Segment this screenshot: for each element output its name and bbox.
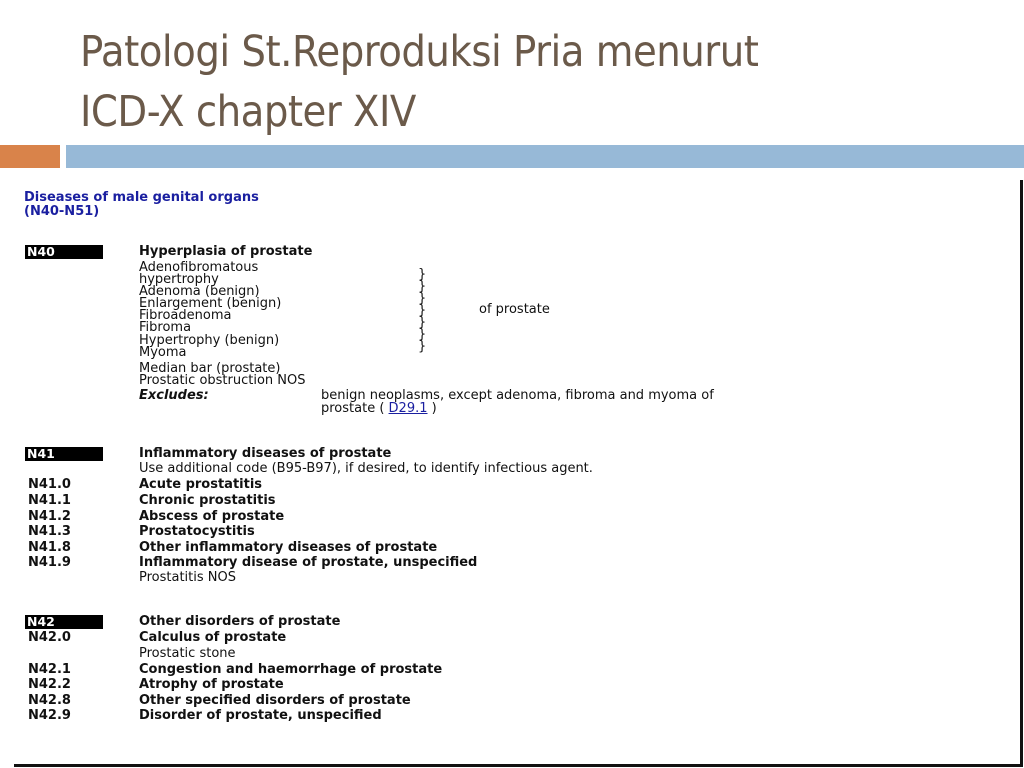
n40-title: Hyperplasia of prostate <box>139 244 313 259</box>
brace-mark: } <box>418 339 427 354</box>
n41-row-code: N41.2 <box>28 509 71 524</box>
n40-item: Hypertrophy (benign) <box>139 333 280 348</box>
n40-item: Fibroma <box>139 320 192 335</box>
brace-mark: } <box>418 291 427 306</box>
n41-row-code: N41.3 <box>28 524 71 539</box>
n40-extra: Median bar (prostate) <box>139 361 281 376</box>
excludes-text: benign neoplasms, except adenoma, fibroma and myoma of <box>321 388 714 403</box>
excludes-text-pre: prostate ( <box>321 401 385 416</box>
n40-item: Myoma <box>139 345 187 360</box>
n40-item: hypertrophy <box>139 272 219 287</box>
excludes-label: Excludes: <box>139 388 209 403</box>
brace-mark: } <box>418 279 427 294</box>
brace-mark: } <box>418 303 427 318</box>
n41-row-label: Prostatocystitis <box>139 524 255 539</box>
slide-title <box>80 22 1000 142</box>
n42-row-code: N42.2 <box>28 677 71 692</box>
n42-row-label: Atrophy of prostate <box>139 677 284 692</box>
n41-row-label: Chronic prostatitis <box>139 493 276 508</box>
n41-row-code: N41.9 <box>28 555 71 570</box>
n40-item: Adenoma (benign) <box>139 284 260 299</box>
n41-title: Inflammatory diseases of prostate <box>139 446 392 461</box>
brace-mark: } <box>418 327 427 342</box>
n42-sub-note: Prostatic stone <box>139 646 236 661</box>
n42-row-label: Congestion and haemorrhage of prostate <box>139 662 443 677</box>
code-badge-n41: N41 <box>25 447 103 461</box>
n41-sub-note: Prostatitis NOS <box>139 570 236 585</box>
chapter-title: Diseases of male genital organs <box>24 190 259 205</box>
code-badge-n40: N40 <box>25 245 103 259</box>
n41-row-label: Inflammatory disease of prostate, unspecified <box>139 555 478 570</box>
accent-bar-blue <box>66 145 1024 168</box>
n41-row-code: N41.0 <box>28 477 71 492</box>
n41-row-code: N41.8 <box>28 540 71 555</box>
n41-note: Use additional code (B95-B97), if desired, to identify infectious agent. <box>139 461 593 476</box>
n40-item: Enlargement (benign) <box>139 296 282 311</box>
brace-mark: } <box>418 267 427 282</box>
slide-title-line1: Patologi St.Reproduksi Pria menurut <box>80 27 759 77</box>
n41-row-label: Acute prostatitis <box>139 477 263 492</box>
n42-row-code: N42.1 <box>28 662 71 677</box>
accent-bar-orange <box>0 145 60 168</box>
n42-row-label: Calculus of prostate <box>139 630 287 645</box>
n42-title: Other disorders of prostate <box>139 614 341 629</box>
n40-item: Adenofibromatous <box>139 260 259 275</box>
code-badge-n42: N42 <box>25 615 103 629</box>
excludes-text-line2 <box>321 402 437 416</box>
n41-row-label: Other inflammatory diseases of prostate <box>139 540 438 555</box>
excludes-link-d29[interactable]: D29.1 <box>388 401 428 416</box>
n40-extra: Prostatic obstruction NOS <box>139 373 306 388</box>
n42-row-code: N42.0 <box>28 630 71 645</box>
n40-item: Fibroadenoma <box>139 308 232 323</box>
brace-label: of prostate <box>479 302 550 317</box>
brace-mark: } <box>418 315 427 330</box>
n41-row-label: Abscess of prostate <box>139 509 285 524</box>
slide-title-line2: ICD-X chapter XIV <box>80 87 416 137</box>
n42-row-code: N42.9 <box>28 708 71 723</box>
chapter-range: (N40-N51) <box>24 204 100 219</box>
n42-row-label: Other specified disorders of prostate <box>139 693 411 708</box>
excludes-text-post: ) <box>431 401 437 416</box>
n42-row-code: N42.8 <box>28 693 71 708</box>
icd-document-image <box>14 180 1023 767</box>
n42-row-label: Disorder of prostate, unspecified <box>139 708 382 723</box>
n41-row-code: N41.1 <box>28 493 71 508</box>
